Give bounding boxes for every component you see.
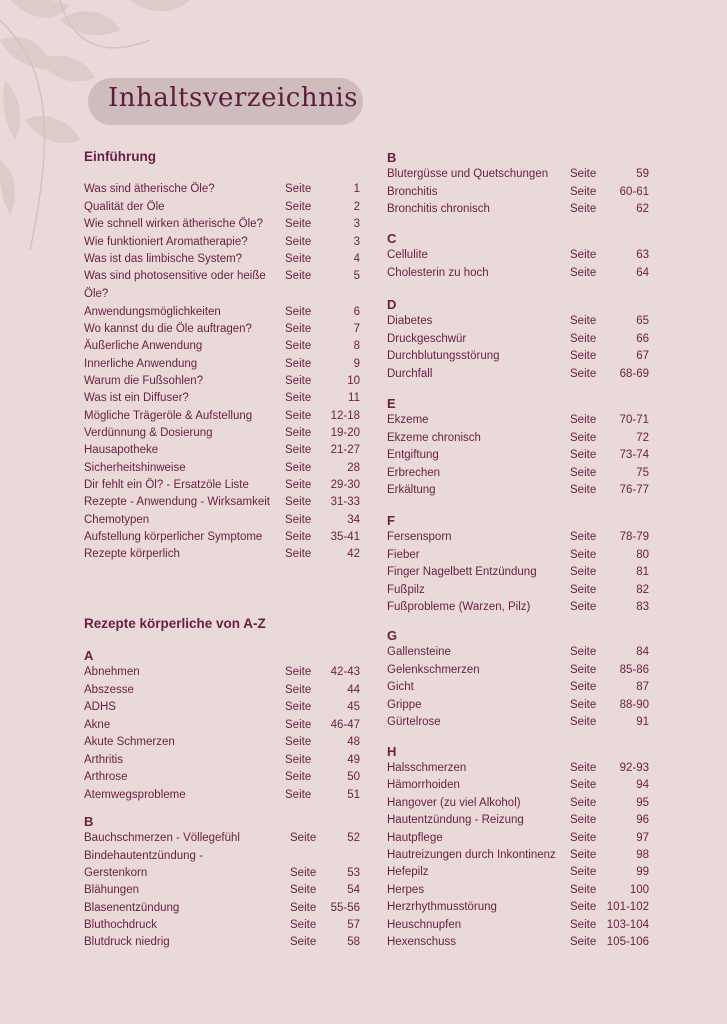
toc-row bbox=[387, 366, 649, 383]
toc-entry-page: 6 bbox=[353, 306, 360, 318]
toc-entry-seite-label: Seite bbox=[285, 736, 312, 748]
toc-entry-page: 31-33 bbox=[330, 496, 360, 508]
toc-entry-page: 72 bbox=[636, 431, 649, 444]
toc-entry-title: Wo kannst du die Öle auftragen? bbox=[84, 323, 252, 335]
toc-entry-title: Ekzeme bbox=[387, 414, 429, 426]
toc-entry-seite-label: Seite bbox=[285, 253, 312, 265]
toc-entry-page: 50 bbox=[347, 771, 360, 783]
toc-entry-page: 65 bbox=[636, 315, 649, 327]
toc-row bbox=[84, 682, 360, 699]
toc-entry-seite-label: Seite bbox=[570, 918, 597, 931]
toc-entry-page: 94 bbox=[636, 779, 649, 792]
toc-row bbox=[387, 812, 649, 829]
toc-entry-title: Heuschnupfen bbox=[387, 918, 462, 931]
toc-row bbox=[387, 465, 649, 482]
toc-entry-page: 52 bbox=[347, 832, 360, 844]
toc-entry-seite-label: Seite bbox=[285, 496, 312, 508]
toc-entry-page: 103-104 bbox=[606, 918, 649, 931]
toc-entry-title: Wie funktioniert Aromatherapie? bbox=[84, 236, 248, 248]
toc-entry-page: 3 bbox=[353, 218, 360, 230]
toc-entry-title: Halsschmerzen bbox=[387, 762, 467, 774]
toc-entry-page: 10 bbox=[347, 375, 360, 387]
toc-entry-page: 21-27 bbox=[330, 444, 360, 456]
toc-row bbox=[84, 442, 360, 459]
toc-entry-seite-label: Seite bbox=[285, 340, 312, 352]
toc-row bbox=[84, 390, 360, 407]
toc-row bbox=[387, 201, 649, 218]
toc-entry-page: 4 bbox=[353, 253, 360, 265]
toc-entry-seite-label: Seite bbox=[570, 484, 597, 496]
toc-row bbox=[84, 460, 360, 477]
toc-entry-page: 67 bbox=[636, 350, 649, 362]
toc-entry-page: 48 bbox=[347, 736, 360, 748]
toc-row bbox=[387, 777, 649, 794]
toc-row bbox=[387, 447, 649, 464]
toc-row bbox=[387, 547, 649, 564]
letter-heading-d: D bbox=[387, 297, 397, 312]
toc-entry-page: 1 bbox=[353, 183, 360, 195]
toc-entry-seite-label: Seite bbox=[570, 883, 597, 896]
toc-row bbox=[387, 847, 649, 864]
toc-row bbox=[387, 917, 649, 934]
toc-row bbox=[84, 321, 360, 338]
toc-entry-title: Gallensteine bbox=[387, 646, 451, 658]
toc-entry-page: 8 bbox=[353, 340, 360, 352]
toc-row bbox=[387, 679, 649, 696]
toc-entry-page: 46-47 bbox=[330, 718, 360, 731]
toc-row bbox=[84, 268, 360, 285]
toc-entry-title: Finger Nagelbett Entzündung bbox=[387, 566, 537, 578]
toc-entry-page: 51 bbox=[347, 788, 360, 801]
toc-entry-title: Cellulite bbox=[387, 249, 428, 261]
toc-entry-page: 59 bbox=[636, 168, 649, 180]
toc-entry-seite-label: Seite bbox=[570, 332, 597, 345]
toc-entry-page: 76-77 bbox=[619, 484, 649, 496]
toc-row bbox=[387, 795, 649, 812]
toc-row bbox=[84, 917, 360, 934]
toc-entry-page: 2 bbox=[353, 201, 360, 213]
letter-heading-b: B bbox=[84, 814, 94, 829]
toc-entry-title: Rezepte körperlich bbox=[84, 548, 180, 560]
toc-entry-page: 29-30 bbox=[330, 479, 360, 491]
toc-row bbox=[84, 373, 360, 390]
toc-entry-page: 58 bbox=[347, 936, 360, 948]
toc-entry-seite-label: Seite bbox=[285, 358, 312, 370]
toc-row bbox=[387, 247, 649, 264]
toc-entry-title: Dir fehlt ein Öl? - Ersatzöle Liste bbox=[84, 479, 249, 491]
toc-row bbox=[84, 216, 360, 233]
toc-entry-page: 9 bbox=[353, 358, 360, 370]
toc-entry-title: Hautentzündung - Reizung bbox=[387, 814, 524, 827]
toc-entry-page: 64 bbox=[636, 266, 649, 279]
toc-entry-title: Gerstenkorn bbox=[84, 867, 148, 879]
toc-entry-seite-label: Seite bbox=[570, 266, 597, 279]
toc-entry-seite-label: Seite bbox=[285, 444, 312, 456]
toc-entry-seite-label: Seite bbox=[570, 936, 597, 948]
toc-row bbox=[387, 331, 649, 348]
toc-entry-page: 99 bbox=[636, 866, 649, 879]
toc-row bbox=[387, 412, 649, 429]
toc-entry-title: Druckgeschwür bbox=[387, 332, 467, 345]
toc-entry-page: 83 bbox=[636, 601, 649, 613]
toc-entry-page: 5 bbox=[353, 270, 360, 282]
toc-entry-title: Hautreizungen durch Inkontinenz bbox=[387, 849, 556, 861]
toc-entry-seite-label: Seite bbox=[570, 449, 597, 461]
toc-row bbox=[84, 251, 360, 268]
toc-row bbox=[387, 899, 649, 916]
toc-entry-page: 12-18 bbox=[330, 410, 360, 422]
toc-entry-seite-label: Seite bbox=[570, 315, 597, 327]
toc-entry-page: 57 bbox=[347, 919, 360, 931]
toc-entry-page: 55-56 bbox=[330, 902, 360, 914]
toc-entry-page: 95 bbox=[636, 796, 649, 809]
toc-entry-page: 42-43 bbox=[330, 666, 360, 678]
toc-entry-seite-label: Seite bbox=[290, 832, 317, 844]
toc-entry-title: Bindehautentzündung - bbox=[84, 850, 203, 862]
toc-row bbox=[84, 699, 360, 716]
toc-row bbox=[387, 934, 649, 951]
toc-entry-title: Durchfall bbox=[387, 367, 433, 380]
toc-entry-seite-label: Seite bbox=[285, 236, 312, 248]
toc-entry-seite-label: Seite bbox=[285, 410, 312, 422]
page-title: Inhaltsverzeichnis bbox=[108, 83, 358, 113]
toc-entry-title: Hexenschuss bbox=[387, 936, 457, 948]
toc-row bbox=[84, 234, 360, 251]
toc-entry-title: Gürtelrose bbox=[387, 716, 441, 728]
toc-entry-seite-label: Seite bbox=[570, 203, 597, 215]
toc-entry-title: Bauchschmerzen - Völlegefühl bbox=[84, 832, 240, 844]
toc-entry-seite-label: Seite bbox=[285, 683, 312, 696]
toc-entry-seite-label: Seite bbox=[570, 466, 597, 479]
toc-entry-seite-label: Seite bbox=[290, 936, 317, 948]
toc-row bbox=[84, 494, 360, 511]
toc-entry-title: Hautpflege bbox=[387, 831, 443, 844]
toc-entry-page: 82 bbox=[636, 583, 649, 596]
toc-entry-title: Fußpilz bbox=[387, 583, 425, 596]
toc-row bbox=[387, 697, 649, 714]
toc-entry-page: 19-20 bbox=[330, 427, 360, 439]
toc-entry-page: 96 bbox=[636, 814, 649, 827]
toc-entry-page: 70-71 bbox=[619, 414, 649, 426]
toc-entry-title: Diabetes bbox=[387, 315, 433, 327]
toc-entry-title: Chemotypen bbox=[84, 514, 150, 526]
toc-entry-seite-label: Seite bbox=[285, 427, 312, 439]
toc-entry-title: Herpes bbox=[387, 883, 425, 896]
toc-entry-seite-label: Seite bbox=[285, 323, 312, 335]
toc-entry-page: 7 bbox=[353, 323, 360, 335]
toc-row bbox=[84, 752, 360, 769]
toc-row bbox=[84, 830, 360, 847]
toc-entry-seite-label: Seite bbox=[570, 663, 597, 676]
toc-entry-title: Blasenentzündung bbox=[84, 902, 180, 914]
toc-entry-page: 62 bbox=[636, 203, 649, 215]
toc-entry-seite-label: Seite bbox=[285, 183, 312, 195]
toc-entry-page: 80 bbox=[636, 548, 649, 561]
toc-entry-seite-label: Seite bbox=[570, 414, 597, 426]
toc-row bbox=[387, 529, 649, 546]
toc-row bbox=[84, 734, 360, 751]
toc-entry-seite-label: Seite bbox=[570, 646, 597, 658]
toc-entry-seite-label: Seite bbox=[285, 718, 312, 731]
letter-heading-c: C bbox=[387, 231, 397, 246]
toc-entry-page: 91 bbox=[636, 716, 649, 728]
toc-row bbox=[84, 304, 360, 321]
toc-entry-page: 97 bbox=[636, 831, 649, 844]
toc-row bbox=[387, 830, 649, 847]
toc-row bbox=[387, 864, 649, 881]
toc-entry-seite-label: Seite bbox=[570, 531, 597, 543]
toc-row bbox=[84, 286, 360, 303]
toc-entry-title: Atemwegsprobleme bbox=[84, 788, 186, 801]
toc-entry-title: Bluthochdruck bbox=[84, 919, 157, 931]
toc-entry-page: 60-61 bbox=[619, 185, 649, 198]
toc-entry-title: Abszesse bbox=[84, 683, 134, 696]
letter-heading-h: H bbox=[387, 744, 397, 759]
toc-entry-title: Herzrhythmusstörung bbox=[387, 901, 497, 914]
toc-row bbox=[387, 714, 649, 731]
letter-heading-b2: B bbox=[387, 150, 397, 165]
toc-entry-title: Bronchitis chronisch bbox=[387, 203, 490, 215]
toc-entry-title: Fußprobleme (Warzen, Pilz) bbox=[387, 601, 531, 613]
toc-entry-page: 68-69 bbox=[619, 367, 649, 380]
toc-row bbox=[84, 338, 360, 355]
toc-entry-page: 92-93 bbox=[619, 762, 649, 774]
toc-entry-page: 100 bbox=[629, 883, 649, 896]
toc-entry-page: 44 bbox=[347, 683, 360, 696]
toc-entry-title: Bronchitis bbox=[387, 185, 438, 198]
toc-entry-page: 101-102 bbox=[606, 901, 649, 914]
toc-entry-title: Was ist ein Diffuser? bbox=[84, 392, 189, 404]
toc-entry-title: Hefepilz bbox=[387, 866, 429, 879]
toc-entry-title: Fieber bbox=[387, 548, 420, 561]
toc-row bbox=[387, 582, 649, 599]
toc-entry-seite-label: Seite bbox=[290, 867, 317, 879]
toc-entry-title: Hausapotheke bbox=[84, 444, 159, 456]
toc-entry-title: Durchblutungsstörung bbox=[387, 350, 500, 362]
toc-entry-page: 75 bbox=[636, 466, 649, 479]
toc-entry-title: Ekzeme chronisch bbox=[387, 431, 481, 444]
toc-entry-seite-label: Seite bbox=[570, 367, 597, 380]
toc-row bbox=[84, 199, 360, 216]
toc-entry-seite-label: Seite bbox=[290, 919, 317, 931]
toc-entry-title: Was ist das limbische System? bbox=[84, 253, 243, 265]
letter-heading-g: G bbox=[387, 628, 398, 643]
toc-row bbox=[387, 662, 649, 679]
toc-entry-page: 54 bbox=[347, 884, 360, 896]
letter-heading-f: F bbox=[387, 513, 395, 528]
toc-entry-title: Blutdruck niedrig bbox=[84, 936, 170, 948]
toc-row bbox=[387, 644, 649, 661]
toc-row bbox=[84, 900, 360, 917]
toc-entry-seite-label: Seite bbox=[285, 701, 312, 713]
toc-entry-seite-label: Seite bbox=[285, 788, 312, 801]
toc-entry-page: 11 bbox=[348, 392, 360, 404]
toc-entry-page: 42 bbox=[347, 548, 360, 560]
toc-entry-title: Arthritis bbox=[84, 753, 123, 766]
toc-entry-title: Gicht bbox=[387, 681, 414, 693]
toc-entry-page: 49 bbox=[347, 753, 360, 766]
toc-entry-title: Innerliche Anwendung bbox=[84, 358, 198, 370]
toc-entry-page: 45 bbox=[347, 701, 360, 713]
toc-entry-page: 28 bbox=[347, 462, 360, 474]
toc-row bbox=[387, 882, 649, 899]
toc-row bbox=[84, 664, 360, 681]
letter-heading-e: E bbox=[387, 396, 396, 411]
toc-entry-seite-label: Seite bbox=[570, 548, 597, 561]
toc-entry-title: Was sind ätherische Öle? bbox=[84, 183, 215, 195]
toc-entry-seite-label: Seite bbox=[285, 531, 312, 543]
toc-entry-seite-label: Seite bbox=[285, 514, 312, 526]
toc-entry-page: 87 bbox=[636, 681, 649, 693]
toc-entry-title: Arthrose bbox=[84, 771, 128, 783]
toc-entry-title: Aufstellung körperlicher Symptome bbox=[84, 531, 263, 543]
letter-heading-a: A bbox=[84, 648, 94, 663]
toc-entry-title: Wie schnell wirken ätherische Öle? bbox=[84, 218, 263, 230]
toc-entry-title: ADHS bbox=[84, 701, 116, 713]
toc-entry-title: Erkältung bbox=[387, 484, 436, 496]
toc-entry-page: 78-79 bbox=[619, 531, 649, 543]
toc-entry-seite-label: Seite bbox=[285, 548, 312, 560]
toc-entry-seite-label: Seite bbox=[570, 796, 597, 809]
toc-entry-title: Warum die Fußsohlen? bbox=[84, 375, 204, 387]
toc-entry-page: 34 bbox=[347, 514, 360, 526]
toc-entry-seite-label: Seite bbox=[285, 218, 312, 230]
toc-entry-title: Abnehmen bbox=[84, 666, 140, 678]
toc-entry-seite-label: Seite bbox=[570, 814, 597, 827]
toc-entry-seite-label: Seite bbox=[570, 849, 597, 861]
toc-entry-page: 3 bbox=[353, 236, 360, 248]
toc-entry-seite-label: Seite bbox=[570, 716, 597, 728]
toc-row bbox=[387, 348, 649, 365]
toc-entry-title: Erbrechen bbox=[387, 466, 441, 479]
toc-entry-page: 73-74 bbox=[619, 449, 649, 461]
toc-row bbox=[387, 599, 649, 616]
toc-entry-seite-label: Seite bbox=[570, 831, 597, 844]
toc-row bbox=[387, 166, 649, 183]
toc-entry-title: Blutergüsse und Quetschungen bbox=[387, 168, 549, 180]
toc-entry-page: 66 bbox=[636, 332, 649, 345]
toc-entry-title: Akne bbox=[84, 718, 111, 731]
toc-entry-seite-label: Seite bbox=[570, 698, 597, 711]
toc-entry-seite-label: Seite bbox=[285, 666, 312, 678]
toc-entry-title: Blähungen bbox=[84, 884, 139, 896]
toc-row bbox=[84, 512, 360, 529]
toc-entry-seite-label: Seite bbox=[285, 392, 312, 404]
toc-entry-page: 53 bbox=[347, 867, 360, 879]
toc-entry-title: Mögliche Trägeröle & Aufstellung bbox=[84, 410, 253, 422]
intro-heading: Einführung bbox=[84, 149, 156, 164]
toc-entry-seite-label: Seite bbox=[570, 779, 597, 792]
toc-entry-page: 88-90 bbox=[619, 698, 649, 711]
toc-entry-page: 105-106 bbox=[606, 936, 649, 948]
toc-entry-title: Qualität der Öle bbox=[84, 201, 165, 213]
toc-entry-seite-label: Seite bbox=[285, 479, 312, 491]
az-heading: Rezepte körperliche von A-Z bbox=[84, 616, 266, 631]
toc-entry-title: Äußerliche Anwendung bbox=[84, 340, 203, 352]
toc-entry-seite-label: Seite bbox=[570, 601, 597, 613]
toc-entry-seite-label: Seite bbox=[570, 583, 597, 596]
toc-entry-seite-label: Seite bbox=[285, 201, 312, 213]
toc-entry-title: Sicherheitshinweise bbox=[84, 462, 186, 474]
toc-row bbox=[84, 865, 360, 882]
toc-row bbox=[84, 356, 360, 373]
toc-entry-seite-label: Seite bbox=[570, 901, 597, 914]
toc-entry-seite-label: Seite bbox=[285, 270, 312, 282]
toc-entry-title: Öle? bbox=[84, 288, 109, 300]
toc-entry-page: 84 bbox=[636, 646, 649, 658]
toc-entry-title: Fersensporn bbox=[387, 531, 452, 543]
toc-entry-seite-label: Seite bbox=[570, 249, 597, 261]
toc-row bbox=[84, 546, 360, 563]
toc-row bbox=[84, 717, 360, 734]
toc-entry-title: Cholesterin zu hoch bbox=[387, 266, 489, 279]
toc-entry-page: 98 bbox=[636, 849, 649, 861]
toc-row bbox=[387, 184, 649, 201]
toc-entry-seite-label: Seite bbox=[570, 566, 597, 578]
toc-entry-seite-label: Seite bbox=[285, 306, 312, 318]
toc-row bbox=[84, 882, 360, 899]
toc-entry-seite-label: Seite bbox=[290, 884, 317, 896]
toc-entry-title: Anwendungsmöglichkeiten bbox=[84, 306, 221, 318]
toc-row bbox=[387, 430, 649, 447]
toc-row bbox=[387, 265, 649, 282]
toc-row bbox=[387, 313, 649, 330]
toc-entry-title: Grippe bbox=[387, 698, 422, 711]
toc-row bbox=[387, 564, 649, 581]
toc-entry-title: Rezepte - Anwendung - Wirksamkeit bbox=[84, 496, 270, 508]
toc-row bbox=[84, 425, 360, 442]
toc-entry-page: 85-86 bbox=[619, 663, 649, 676]
toc-entry-seite-label: Seite bbox=[285, 753, 312, 766]
toc-entry-title: Gelenkschmerzen bbox=[387, 663, 480, 676]
toc-entry-title: Hangover (zu viel Alkohol) bbox=[387, 796, 521, 809]
toc-entry-seite-label: Seite bbox=[570, 168, 597, 180]
toc-entry-page: 63 bbox=[636, 249, 649, 261]
toc-entry-seite-label: Seite bbox=[290, 902, 317, 914]
toc-row bbox=[84, 787, 360, 804]
toc-entry-seite-label: Seite bbox=[570, 681, 597, 693]
toc-entry-seite-label: Seite bbox=[570, 762, 597, 774]
toc-entry-title: Hämorrhoiden bbox=[387, 779, 460, 792]
toc-entry-seite-label: Seite bbox=[285, 462, 312, 474]
toc-entry-page: 81 bbox=[636, 566, 649, 578]
toc-entry-seite-label: Seite bbox=[570, 431, 597, 444]
toc-entry-title: Verdünnung & Dosierung bbox=[84, 427, 213, 439]
toc-entry-seite-label: Seite bbox=[285, 375, 312, 387]
toc-entry-seite-label: Seite bbox=[570, 866, 597, 879]
toc-entry-seite-label: Seite bbox=[570, 350, 597, 362]
title-banner bbox=[88, 78, 363, 125]
toc-entry-title: Entgiftung bbox=[387, 449, 439, 461]
toc-row bbox=[84, 848, 360, 865]
toc-row bbox=[84, 477, 360, 494]
toc-entry-page: 35-41 bbox=[330, 531, 360, 543]
toc-entry-title: Was sind photosensitive oder heiße bbox=[84, 270, 266, 282]
toc-entry-title: Akute Schmerzen bbox=[84, 736, 175, 748]
toc-row bbox=[387, 760, 649, 777]
toc-row bbox=[84, 181, 360, 198]
toc-row bbox=[84, 934, 360, 951]
toc-row bbox=[387, 482, 649, 499]
toc-row bbox=[84, 408, 360, 425]
toc-row bbox=[84, 769, 360, 786]
toc-entry-seite-label: Seite bbox=[285, 771, 312, 783]
toc-row bbox=[84, 529, 360, 546]
toc-entry-seite-label: Seite bbox=[570, 185, 597, 198]
